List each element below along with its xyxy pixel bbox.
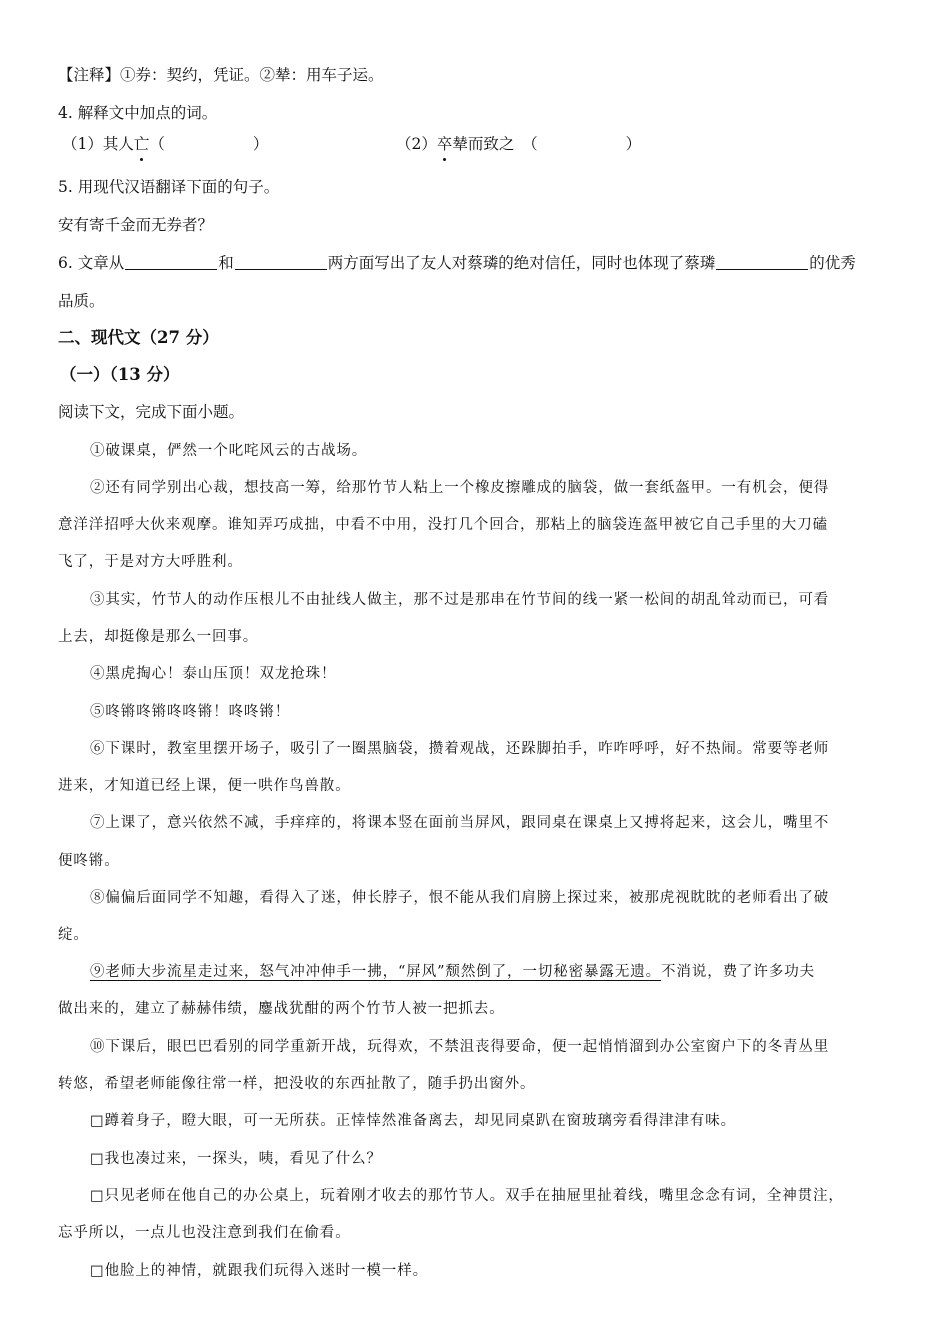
paragraph-8-line-2: 绽。	[58, 927, 89, 943]
paragraph-5: ⑤咚锵咚锵咚咚锵！咚咚锵！	[90, 704, 291, 720]
paragraph-8-line-1: ⑧偏偏后面同学不知趣，看得入了迷，伸长脖子，恨不能从我们肩膀上探过来，被那虎视眈眈的老师看出了破	[90, 890, 830, 906]
q6-part-2: 和	[218, 254, 234, 272]
q6-part-1: 6. 文章从	[58, 254, 125, 272]
blank-2[interactable]	[235, 253, 327, 270]
paragraph-9-rest: 不消说，费了许多功夫	[661, 964, 816, 980]
q6-part-4: 的优秀	[809, 254, 856, 272]
paragraph-1: ①破课桌，俨然一个叱咤风云的古战场。	[90, 443, 368, 459]
blank-3[interactable]	[716, 253, 808, 270]
question-4-title: 4. 解释文中加点的词。	[58, 104, 218, 122]
paragraph-11: □蹲着身子，瞪大眼，可一无所获。正悻悻然准备离去，却见同桌趴在窗玻璃旁看得津津有味。	[90, 1113, 736, 1129]
paragraph-6-line-2: 进来，才知道已经上课，便一哄作鸟兽散。	[58, 778, 351, 794]
question-5-title: 5. 用现代汉语翻译下面的句子。	[58, 178, 280, 196]
q4-item1-open: （	[149, 135, 165, 153]
blank-1[interactable]	[125, 253, 217, 270]
q4-item2-open: 辇而致之 （	[452, 135, 538, 153]
paragraph-2-line-3: 飞了，于是对方大呼胜利。	[58, 554, 243, 570]
underlined-sentence: ⑨老师大步流星走过来，怒气冲冲伸手一拂，“屏风”颓然倒了，一切秘密暴露无遗。	[90, 964, 662, 980]
paragraph-9-line-2: 做出来的，建立了赫赫伟绩，鏖战犹酣的两个竹节人被一把抓去。	[58, 1001, 505, 1017]
paragraph-10-line-2: 转悠，希望老师能像往常一样，把没收的东西扯散了，随手扔出窗外。	[58, 1076, 536, 1092]
paragraph-2-line-2: 意洋洋招呼大伙来观摩。谁知弄巧成拙，中看不中用，没打几个回合，那粘上的脑袋连盔甲被它自己手里的大刀磕	[58, 517, 828, 533]
paragraph-3-line-1: ③其实，竹节人的动作压根儿不由扯线人做主，那不过是那串在竹节间的线一紧一松间的胡乱耸动而已，可看	[90, 592, 830, 608]
paragraph-4: ④黑虎掏心！泰山压顶！双龙抢珠！	[90, 666, 337, 682]
q6-part-3: 两方面写出了友人对蔡璘的绝对信任，同时也体现了蔡璘	[327, 254, 716, 272]
subsection-1-title: （一）（13 分）	[60, 365, 180, 384]
question-6-line-1	[58, 252, 892, 274]
notes-line: 【注释】①券：契约，凭证。②辇：用车子运。	[58, 66, 384, 84]
question-4-item-2	[396, 133, 892, 155]
q4-item1-prefix: （1）其人	[62, 135, 134, 153]
paragraph-13-line-1: □只见老师在他自己的办公桌上，玩着刚才收去的那竹节人。双手在抽屉里扯着线，嘴里念念有词，全神贯注，	[90, 1188, 844, 1204]
dotted-word-wang: 亡	[133, 135, 150, 153]
paragraph-14: □他脸上的神情，就跟我们玩得入迷时一模一样。	[90, 1263, 428, 1279]
question-5-sentence: 安有寄千金而无券者？	[58, 216, 214, 234]
q4-item2-close: ）	[625, 135, 642, 153]
paragraph-6-line-1: ⑥下课时，教室里摆开场子，吸引了一圈黑脑袋，攒着观战，还跺脚拍手，咋咋呼呼，好不热闹。常要等老师	[90, 741, 830, 757]
paragraph-10-line-1: ⑩下课后，眼巴巴看别的同学重新开战，玩得欢，不禁沮丧得要命，便一起悄悄溜到办公室窗户下的冬青丛里	[90, 1039, 830, 1055]
q4-item1-close: ）	[252, 135, 269, 153]
paragraph-7-line-2: 便咚锵。	[58, 853, 120, 869]
paragraph-13-line-2: 忘乎所以，一点儿也没注意到我们在偷看。	[58, 1225, 351, 1241]
paragraph-2-line-1: ②还有同学别出心裁，想技高一筹，给那竹节人粘上一个橡皮擦雕成的脑袋，做一套纸盔甲。一有机会，便得	[90, 480, 830, 496]
paragraph-12: □我也凑过来，一探头，咦，看见了什么？	[90, 1151, 382, 1167]
reading-instruction: 阅读下文，完成下面小题。	[58, 403, 245, 421]
q4-item2-prefix: （2）	[396, 135, 437, 153]
paragraph-3-line-2: 上去，却挺像是那么一回事。	[58, 629, 259, 645]
paragraph-9-line-1	[90, 961, 892, 983]
question-6-line-2: 品质。	[58, 292, 105, 310]
paragraph-7-line-1: ⑦上课了，意兴依然不减，手痒痒的，将课本竖在面前当屏风，跟同桌在课桌上又搏将起来，这会儿，嘴里不	[90, 815, 830, 831]
dotted-word-zu: 卒	[436, 135, 453, 153]
section-2-title: 二、现代文（27 分）	[58, 328, 219, 347]
